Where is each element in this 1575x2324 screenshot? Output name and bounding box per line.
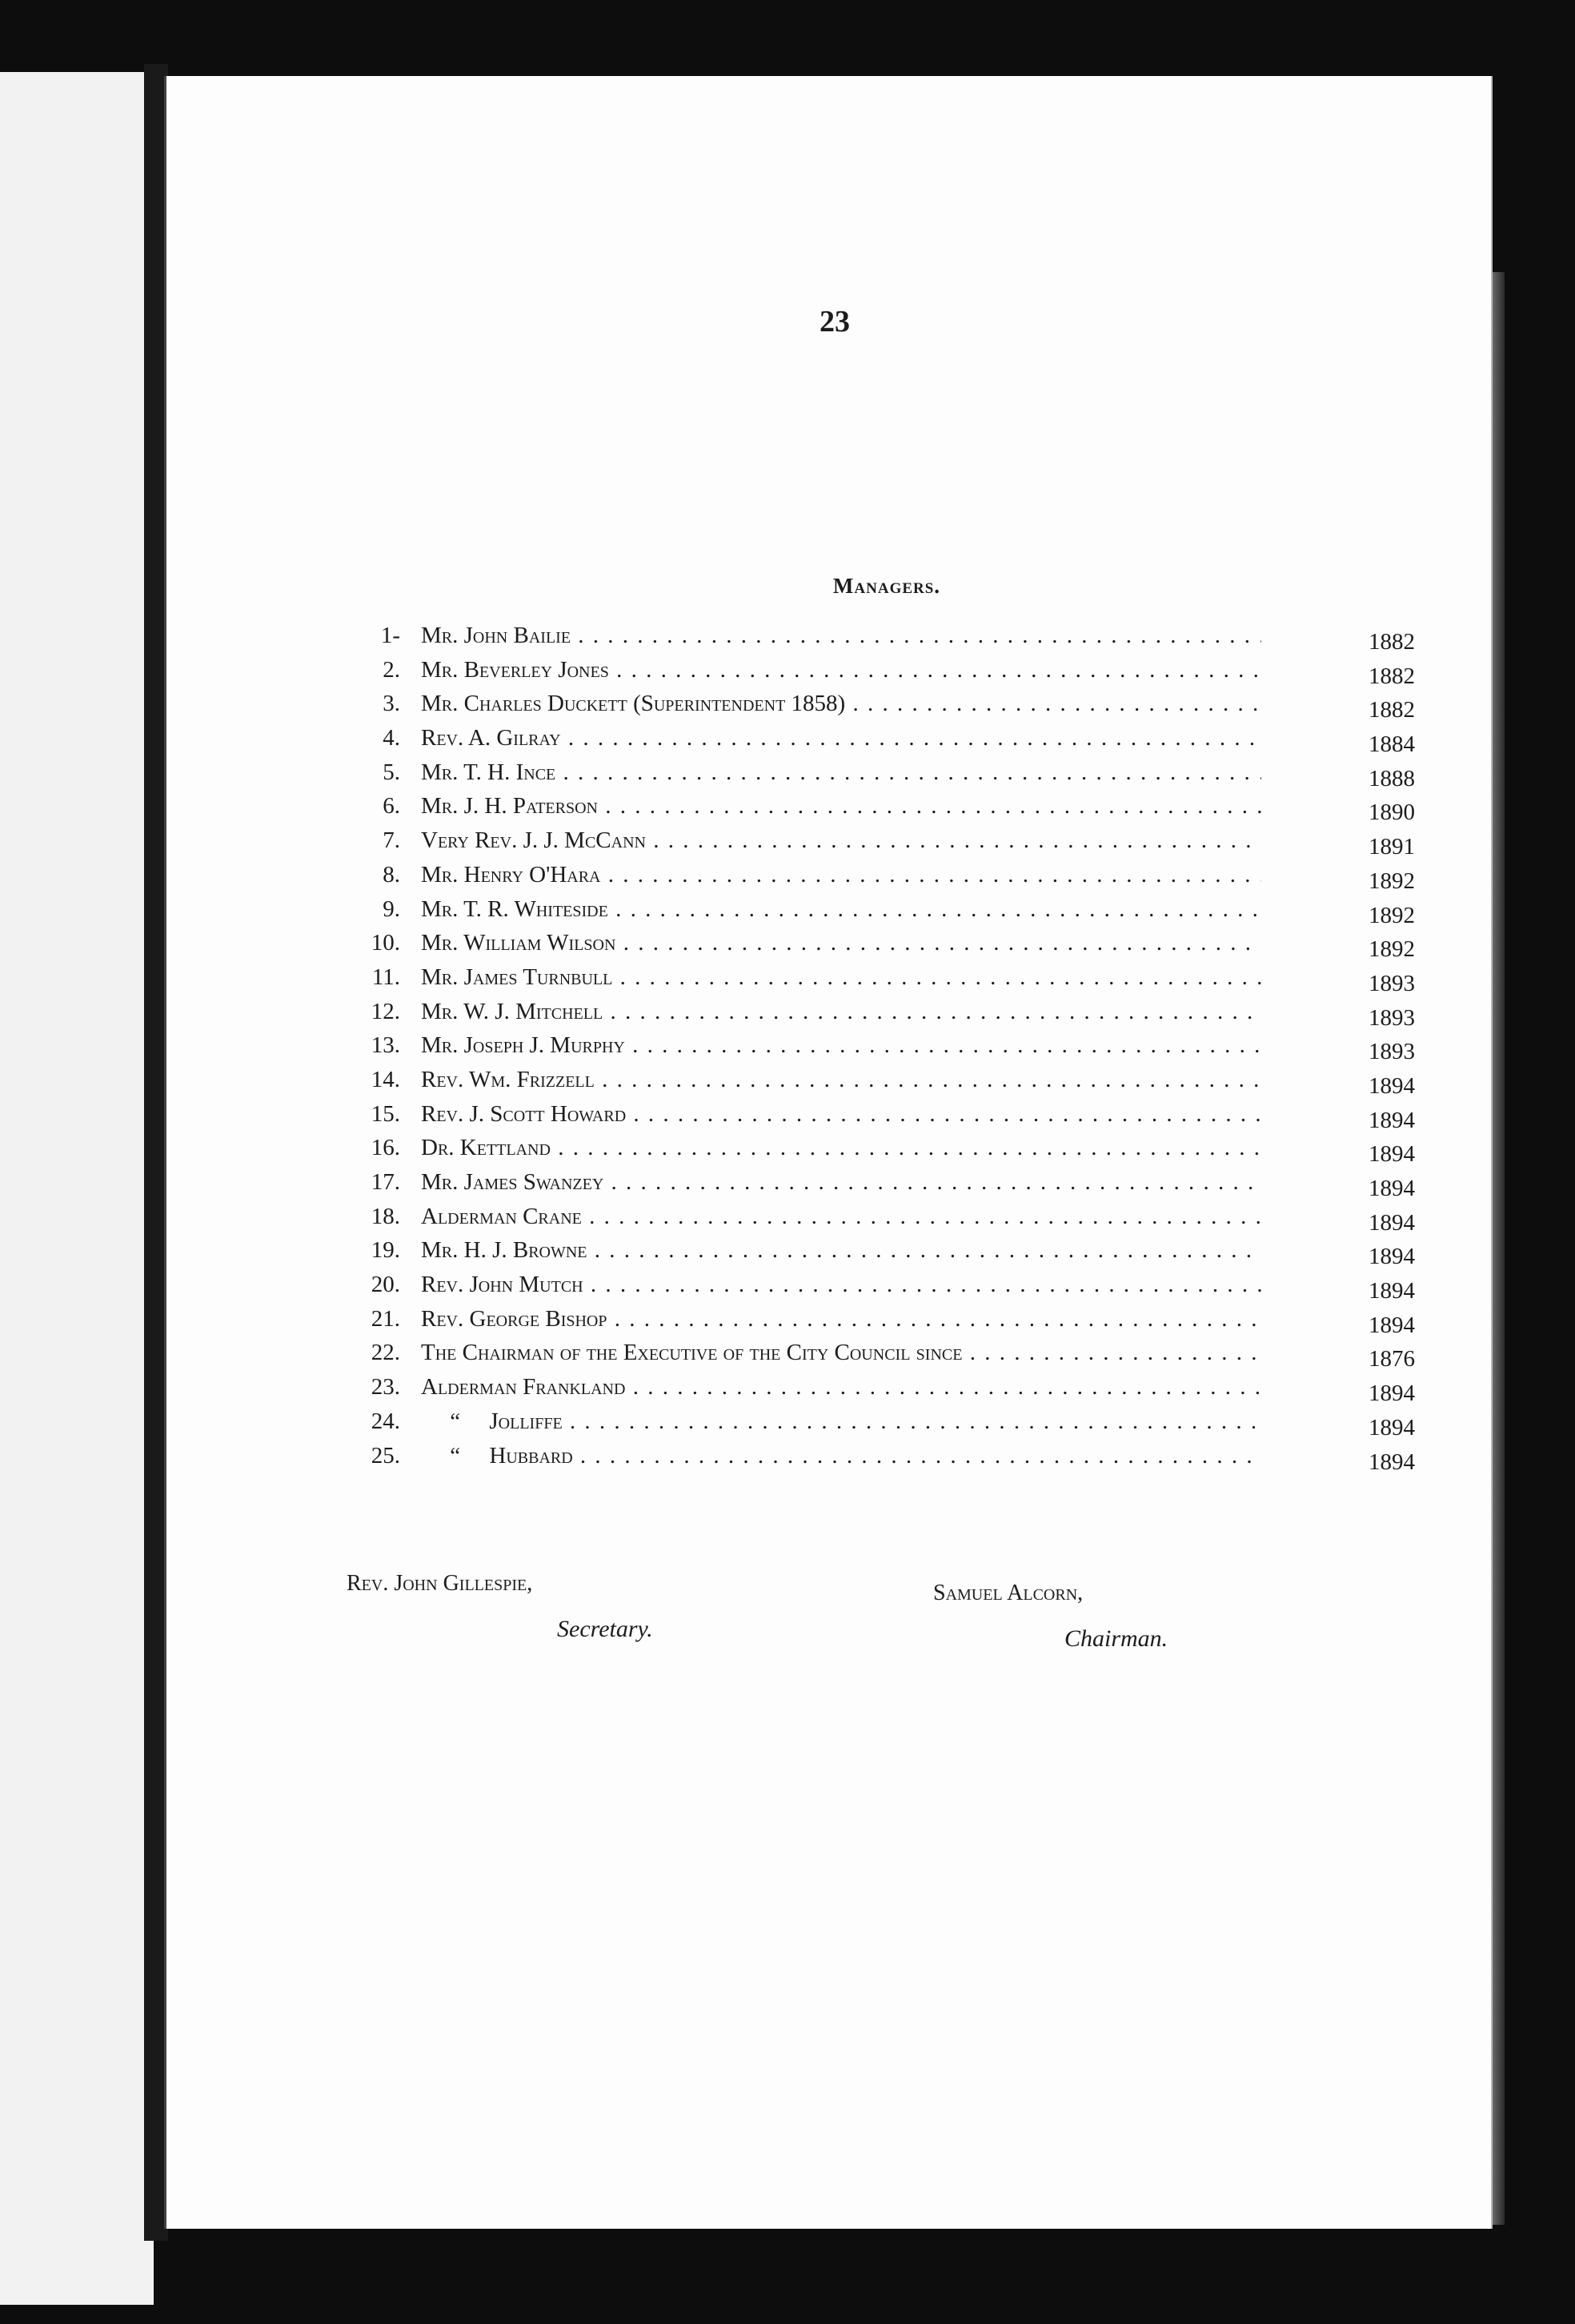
manager-row bbox=[351, 960, 1415, 995]
manager-row bbox=[351, 1268, 1415, 1302]
manager-row bbox=[351, 1233, 1415, 1268]
managers-list bbox=[351, 619, 1415, 1473]
manager-year: 1894 bbox=[1369, 1380, 1415, 1407]
manager-row bbox=[351, 1165, 1415, 1200]
manager-number: 15. bbox=[371, 1100, 400, 1127]
manager-name: Dr. Kettland . . . bbox=[421, 1131, 1261, 1164]
manager-year: 1892 bbox=[1369, 936, 1415, 963]
left-page-edge bbox=[0, 72, 154, 2305]
chairman-title: Chairman. bbox=[1064, 1625, 1168, 1652]
manager-number: 16. bbox=[371, 1135, 400, 1161]
manager-year: 1894 bbox=[1369, 1278, 1415, 1304]
manager-name: Alderman Frankland . . . bbox=[421, 1370, 1261, 1404]
manager-year: 1892 bbox=[1369, 867, 1415, 894]
manager-year: 1882 bbox=[1369, 697, 1415, 723]
manager-row bbox=[351, 1370, 1415, 1407]
manager-name: Mr. William Wilson . . . bbox=[421, 926, 1261, 960]
manager-name: Mr. John Bailie . . . bbox=[421, 619, 1261, 652]
manager-name: Mr. James Swanzey . . . bbox=[421, 1165, 1261, 1199]
manager-year: 1893 bbox=[1369, 1039, 1415, 1065]
manager-year: 1893 bbox=[1369, 1004, 1415, 1031]
manager-year: 1894 bbox=[1369, 1244, 1415, 1270]
manager-number: 20. bbox=[371, 1272, 400, 1298]
manager-name: Rev. J. Scott Howard . . . bbox=[421, 1097, 1261, 1131]
manager-year: 1884 bbox=[1369, 731, 1415, 758]
manager-number: 11. bbox=[371, 964, 400, 990]
manager-name: Mr. Joseph J. Murphy . . . bbox=[421, 1028, 1261, 1062]
manager-row bbox=[351, 789, 1415, 826]
manager-number: 10. bbox=[371, 930, 400, 956]
manager-row bbox=[351, 755, 1415, 790]
manager-name: Mr. T. R. Whiteside . . . bbox=[421, 892, 1261, 926]
manager-name: Mr. J. H. Paterson . . . bbox=[421, 789, 1261, 823]
manager-row bbox=[351, 721, 1415, 758]
manager-name: Mr. James Turnbull . . . bbox=[421, 960, 1261, 994]
manager-number: 25. bbox=[371, 1442, 400, 1469]
manager-number: 19. bbox=[371, 1237, 400, 1264]
manager-number: 17. bbox=[371, 1169, 400, 1195]
manager-name: Mr. T. H. Ince . . . bbox=[421, 755, 1261, 789]
manager-name: The Chairman of the Executive of the City Council since . . . bbox=[421, 1336, 1261, 1369]
manager-row bbox=[351, 926, 1415, 963]
manager-number: 12. bbox=[371, 998, 400, 1024]
manager-number: 18. bbox=[371, 1203, 400, 1229]
manager-row bbox=[351, 1028, 1415, 1063]
manager-name: Rev. John Mutch . . . bbox=[421, 1268, 1261, 1301]
manager-row bbox=[351, 619, 1415, 653]
manager-number: 9. bbox=[383, 896, 400, 922]
secretary-name: Rev. John Gillespie, bbox=[347, 1571, 533, 1596]
manager-year: 1876 bbox=[1369, 1346, 1415, 1372]
manager-name: Mr. Henry O'Hara . . . bbox=[421, 858, 1261, 892]
chairman-name: Samuel Alcorn, bbox=[933, 1581, 1084, 1605]
manager-year: 1891 bbox=[1369, 834, 1415, 860]
manager-row bbox=[351, 687, 1415, 721]
secretary-title: Secretary. bbox=[557, 1616, 653, 1642]
manager-row bbox=[351, 1063, 1415, 1097]
manager-year: 1894 bbox=[1369, 1176, 1415, 1201]
manager-row bbox=[351, 1131, 1415, 1168]
manager-row bbox=[351, 1404, 1415, 1439]
manager-year: 1894 bbox=[1369, 1312, 1415, 1338]
manager-year: 1892 bbox=[1369, 902, 1415, 928]
manager-name: Rev. Wm. Frizzell . . . bbox=[421, 1063, 1261, 1096]
manager-name: “ Jolliffe . . . bbox=[421, 1404, 1261, 1438]
manager-row bbox=[351, 1336, 1415, 1370]
manager-number: 6. bbox=[383, 793, 400, 819]
manager-number: 22. bbox=[371, 1340, 400, 1366]
manager-year: 1894 bbox=[1369, 1141, 1415, 1168]
manager-year: 1894 bbox=[1369, 1107, 1415, 1133]
manager-number: 2. bbox=[383, 656, 400, 683]
manager-year: 1894 bbox=[1369, 1072, 1415, 1099]
manager-number: 5. bbox=[383, 759, 400, 785]
manager-row bbox=[351, 1097, 1415, 1132]
manager-number: 13. bbox=[371, 1032, 400, 1059]
manager-number: 23. bbox=[371, 1374, 400, 1400]
manager-row bbox=[351, 823, 1415, 858]
manager-name: Very Rev. J. J. McCann . . . bbox=[421, 823, 1261, 857]
manager-year: 1890 bbox=[1369, 799, 1415, 826]
manager-name: Mr. W. J. Mitchell . . . bbox=[421, 995, 1261, 1028]
manager-number: 8. bbox=[383, 861, 400, 888]
manager-name: Alderman Crane . . . bbox=[421, 1200, 1261, 1233]
manager-name: “ Hubbard . . . bbox=[421, 1439, 1261, 1473]
manager-number: 7. bbox=[383, 827, 400, 854]
manager-number: 1- bbox=[380, 623, 400, 648]
section-heading: Managers. bbox=[832, 574, 941, 598]
manager-year: 1894 bbox=[1369, 1209, 1415, 1236]
manager-name: Mr. H. J. Browne . . . bbox=[421, 1233, 1261, 1267]
manager-name: Mr. Beverley Jones . . . bbox=[421, 653, 1261, 687]
manager-number: 4. bbox=[383, 725, 400, 751]
manager-number: 24. bbox=[371, 1408, 400, 1434]
manager-row bbox=[351, 858, 1415, 892]
manager-year: 1888 bbox=[1369, 765, 1415, 791]
manager-year: 1894 bbox=[1369, 1414, 1415, 1440]
page-number: 23 bbox=[820, 305, 850, 339]
manager-row bbox=[351, 1200, 1415, 1234]
manager-row bbox=[351, 892, 1415, 927]
manager-name: Rev. George Bishop . . . bbox=[421, 1302, 1261, 1336]
manager-name: Mr. Charles Duckett (Superintendent 1858) . . . bbox=[421, 687, 1261, 720]
manager-number: 14. bbox=[371, 1066, 400, 1092]
manager-row bbox=[351, 995, 1415, 1029]
manager-number: 3. bbox=[383, 691, 400, 717]
manager-year: 1882 bbox=[1369, 663, 1415, 689]
manager-year: 1894 bbox=[1369, 1448, 1415, 1475]
manager-year: 1893 bbox=[1369, 970, 1415, 996]
manager-row bbox=[351, 653, 1415, 687]
manager-name: Rev. A. Gilray . . . bbox=[421, 721, 1261, 755]
document-page bbox=[164, 76, 1491, 2229]
manager-row bbox=[351, 1439, 1415, 1473]
manager-number: 21. bbox=[371, 1305, 400, 1332]
manager-year: 1882 bbox=[1369, 629, 1415, 655]
manager-row bbox=[351, 1302, 1415, 1336]
